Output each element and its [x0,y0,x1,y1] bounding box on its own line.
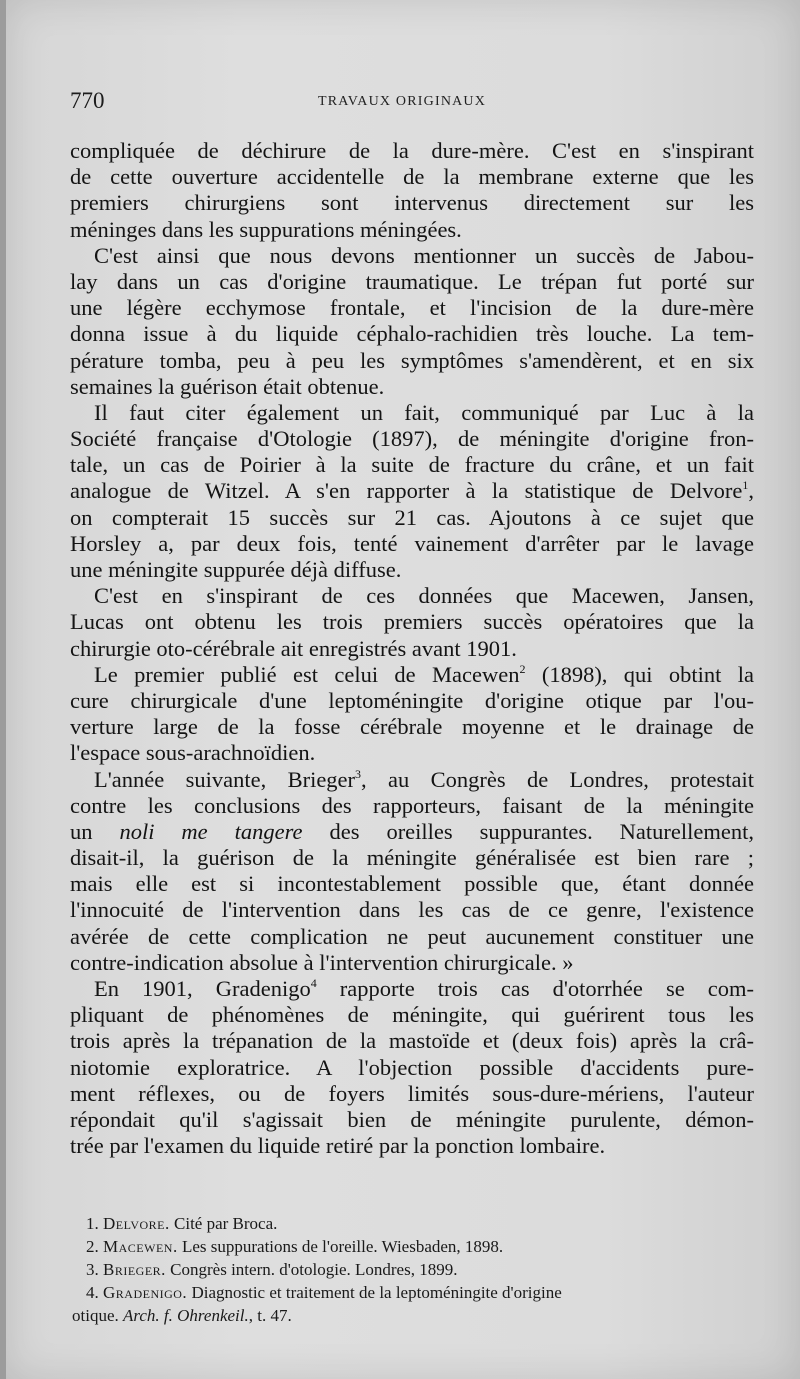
line-text: méninges dans les suppurations méningées. [70,216,462,242]
footnote-number: 3. [86,1260,103,1279]
footnote-number: 1. [86,1214,103,1233]
line-text: avérée de cette complication ne peut aucunement constituer une [70,923,754,949]
text-line [70,400,754,426]
line-text: un [70,818,120,844]
text-line [70,557,754,583]
footnote-marker: 3 [355,766,362,781]
text-line [70,164,754,190]
line-text: Le premier publié est celui de Macewen [94,661,520,687]
footnote [86,1212,754,1235]
footnote-text: Cité par Broca. [169,1214,278,1233]
text-line [70,269,754,295]
text-line [70,478,754,504]
text-line [70,636,754,662]
footnote-text: Les suppurations de l'oreille. Wiesbaden, 1898. [177,1237,504,1256]
text-line [70,1107,754,1133]
line-text: une méningite suppurée déjà diffuse. [70,557,402,582]
line-text-tail: (1898), qui obtint la [525,661,754,687]
text-line [70,924,754,950]
text-line [70,609,754,635]
line-text: lay dans un cas d'origine traumatique. Le trépan fut porté sur [70,268,754,294]
line-text: C'est ainsi que nous devons mentionner un succès de Jabou- [94,242,754,268]
line-text: pliquant de phénomènes de méningite, qui guérirent tous les [70,1002,754,1028]
text-line [70,426,754,452]
line-text: mais elle est si incontestablement possible que, étant donnée [70,871,754,897]
text-line [70,138,754,164]
footnote-number: 2. [86,1237,103,1256]
line-text-tail: des oreilles suppurantes. Naturellement, [302,818,754,844]
text-line [70,897,754,923]
text-line [70,452,754,478]
text-line [70,845,754,871]
text-line [70,740,754,766]
italic-phrase: noli me tangere [119,818,303,844]
text-line [70,688,754,714]
footnote-cont-tail: , t. 47. [248,1306,292,1325]
line-text-tail: , au Congrès de Londres, protestait [361,766,754,792]
line-text: contre-indication absolue à l'intervention chirurgicale. » [70,949,574,975]
footnote-continuation [72,1304,754,1327]
line-text: compliquée de déchirure de la dure-mère. C'est en s'inspirant [70,138,754,163]
running-head: TRAVAUX ORIGINAUX [318,94,487,109]
line-text: Lucas ont obtenu les trois premiers succès opératoires que la [70,609,754,635]
line-text: verture large de la fosse cérébrale moyenne et le drainage de [70,714,754,740]
text-line [70,950,754,976]
line-text: Horsley a, par deux fois, tenté vainement d'arrêter par le lavage [70,530,754,556]
text-line [70,714,754,740]
footnote-author: Brieger. [103,1260,166,1279]
footnote-author: Gradenigo. [103,1283,188,1302]
text-line [70,505,754,531]
line-text: trée par l'examen du liquide retiré par la ponction lombaire. [70,1133,606,1159]
text-line [70,321,754,347]
text-line [70,662,754,688]
text-line [70,793,754,819]
text-line [70,583,754,609]
text-line [70,374,754,400]
text-line [70,819,754,845]
text-line [70,295,754,321]
line-text: disait-il, la guérison de la méningite généralisée est bien rare ; [70,845,754,871]
line-text-tail: rapporte trois cas d'otorrhée se com- [316,976,754,1001]
text-line [70,767,754,793]
line-text: tale, un cas de Poirier à la suite de fracture du crâne, et un fait [70,452,754,478]
line-text: L'année suivante, Brieger [94,766,356,792]
line-text: l'innocuité de l'intervention dans les cas de ce genre, l'existence [70,897,754,923]
footnote-journal: Arch. f. Ohrenkeil. [123,1306,249,1325]
text-line [70,348,754,374]
page-number: 770 [70,88,105,113]
line-text: de cette ouverture accidentelle de la membrane externe que les [70,164,754,190]
text-line [70,1002,754,1028]
text-line [70,1055,754,1081]
line-text: pérature tomba, peu à peu les symptômes s'amendèrent, et en six [70,347,754,373]
footnote-author: Macewen. [103,1237,178,1256]
line-text: une légère ecchymose frontale, et l'incision de la dure-mère [70,295,754,321]
line-text: donna issue à du liquide céphalo-rachidien très louche. La tem- [70,321,754,347]
text-line [70,976,754,1002]
footnote-number: 4. [86,1283,103,1302]
text-line [70,1133,754,1159]
line-text: C'est en s'inspirant de ces données que Macewen, Jansen, [94,583,754,609]
line-text: contre les conclusions des rapporteurs, faisant de la méningite [70,792,754,818]
footnote-marker: 2 [519,661,526,676]
line-text: semaines la guérison était obtenue. [70,373,385,399]
text-line [70,1081,754,1107]
footnote-marker: 4 [310,976,317,990]
line-text: l'espace sous-arachnoïdien. [70,740,316,766]
line-text: on compterait 15 succès sur 21 cas. Ajoutons à ce sujet que [70,504,754,530]
line-text: trois après la trépanation de la mastoïde et (deux fois) après la crâ- [70,1028,754,1054]
line-text: chirurgie oto-cérébrale ait enregistrés avant 1901. [70,635,517,661]
page-header [70,88,750,118]
footnote-text: Diagnostic et traitement de la leptoméningite d'origine [187,1283,562,1302]
footnote-cont-text: otique. [72,1306,123,1325]
text-line [70,871,754,897]
text-line [70,190,754,216]
line-text: répondait qu'il s'agissait bien de méningite purulente, démon- [70,1106,754,1132]
line-text: analogue de Witzel. A s'en rapporter à la statistique de Delvore [70,478,743,504]
footnote [86,1281,754,1304]
text-line [70,531,754,557]
footnote-text: Congrès intern. d'otologie. Londres, 1899. [165,1260,458,1279]
book-page [6,0,800,1379]
footnote-author: Delvore. [103,1214,170,1233]
line-text: premiers chirurgiens sont intervenus directement sur les [70,190,754,216]
line-text: Il faut citer également un fait, communiqué par Luc à la [94,399,754,425]
line-text: Société française d'Otologie (1897), de méningite d'origine fron- [70,426,754,452]
text-line [70,1028,754,1054]
line-text: ment réflexes, ou de foyers limités sous-dure-mériens, l'auteur [70,1080,754,1106]
text-line [70,243,754,269]
body-text [70,138,754,1159]
line-text: cure chirurgicale d'une leptoméningite d'origine otique par l'ou- [70,687,754,713]
text-line [70,217,754,243]
footnotes [72,1212,754,1327]
footnote [86,1258,754,1281]
line-text: niotomie exploratrice. A l'objection possible d'accidents pure- [70,1054,754,1080]
line-text: En 1901, Gradenigo [94,976,311,1001]
footnote-marker: 1 [742,478,749,493]
footnote [86,1235,754,1258]
line-text-tail: , [748,478,754,504]
